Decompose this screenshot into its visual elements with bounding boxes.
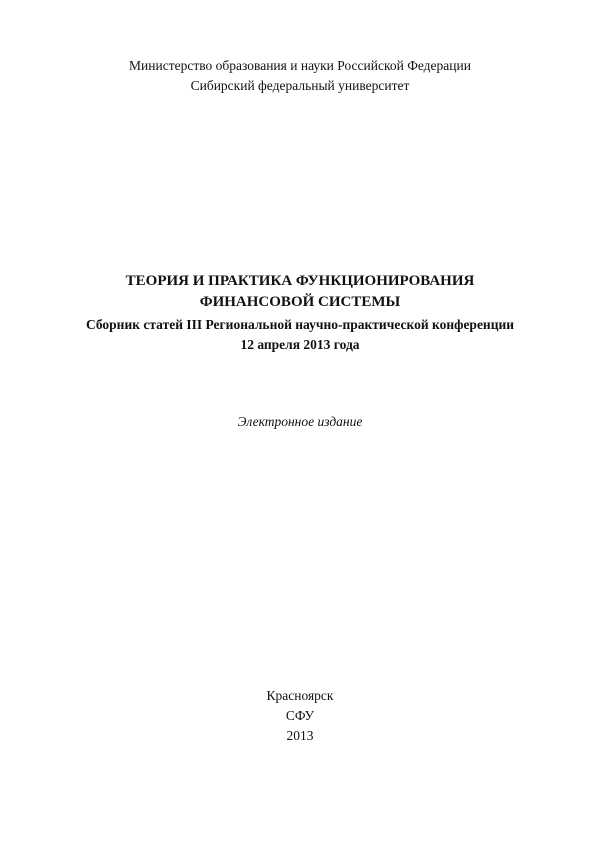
- university-name: Сибирский федеральный университет: [190, 78, 410, 93]
- ministry-name: Министерство образования и науки Российской Федерации: [129, 58, 471, 73]
- title-line-1: ТЕОРИЯ И ПРАКТИКА ФУНКЦИОНИРОВАНИЯ: [125, 273, 475, 289]
- imprint-year: 2013: [286, 728, 314, 743]
- imprint-publisher: СФУ: [285, 708, 315, 723]
- edition-type: Электронное издание: [237, 414, 363, 429]
- imprint-city: Красноярск: [266, 688, 334, 703]
- collection-subtitle: Сборник статей III Региональной научно-практической конференции: [85, 317, 515, 332]
- title-line-2: ФИНАНСОВОЙ СИСТЕМЫ: [199, 294, 401, 310]
- conference-date: 12 апреля 2013 года: [240, 337, 360, 352]
